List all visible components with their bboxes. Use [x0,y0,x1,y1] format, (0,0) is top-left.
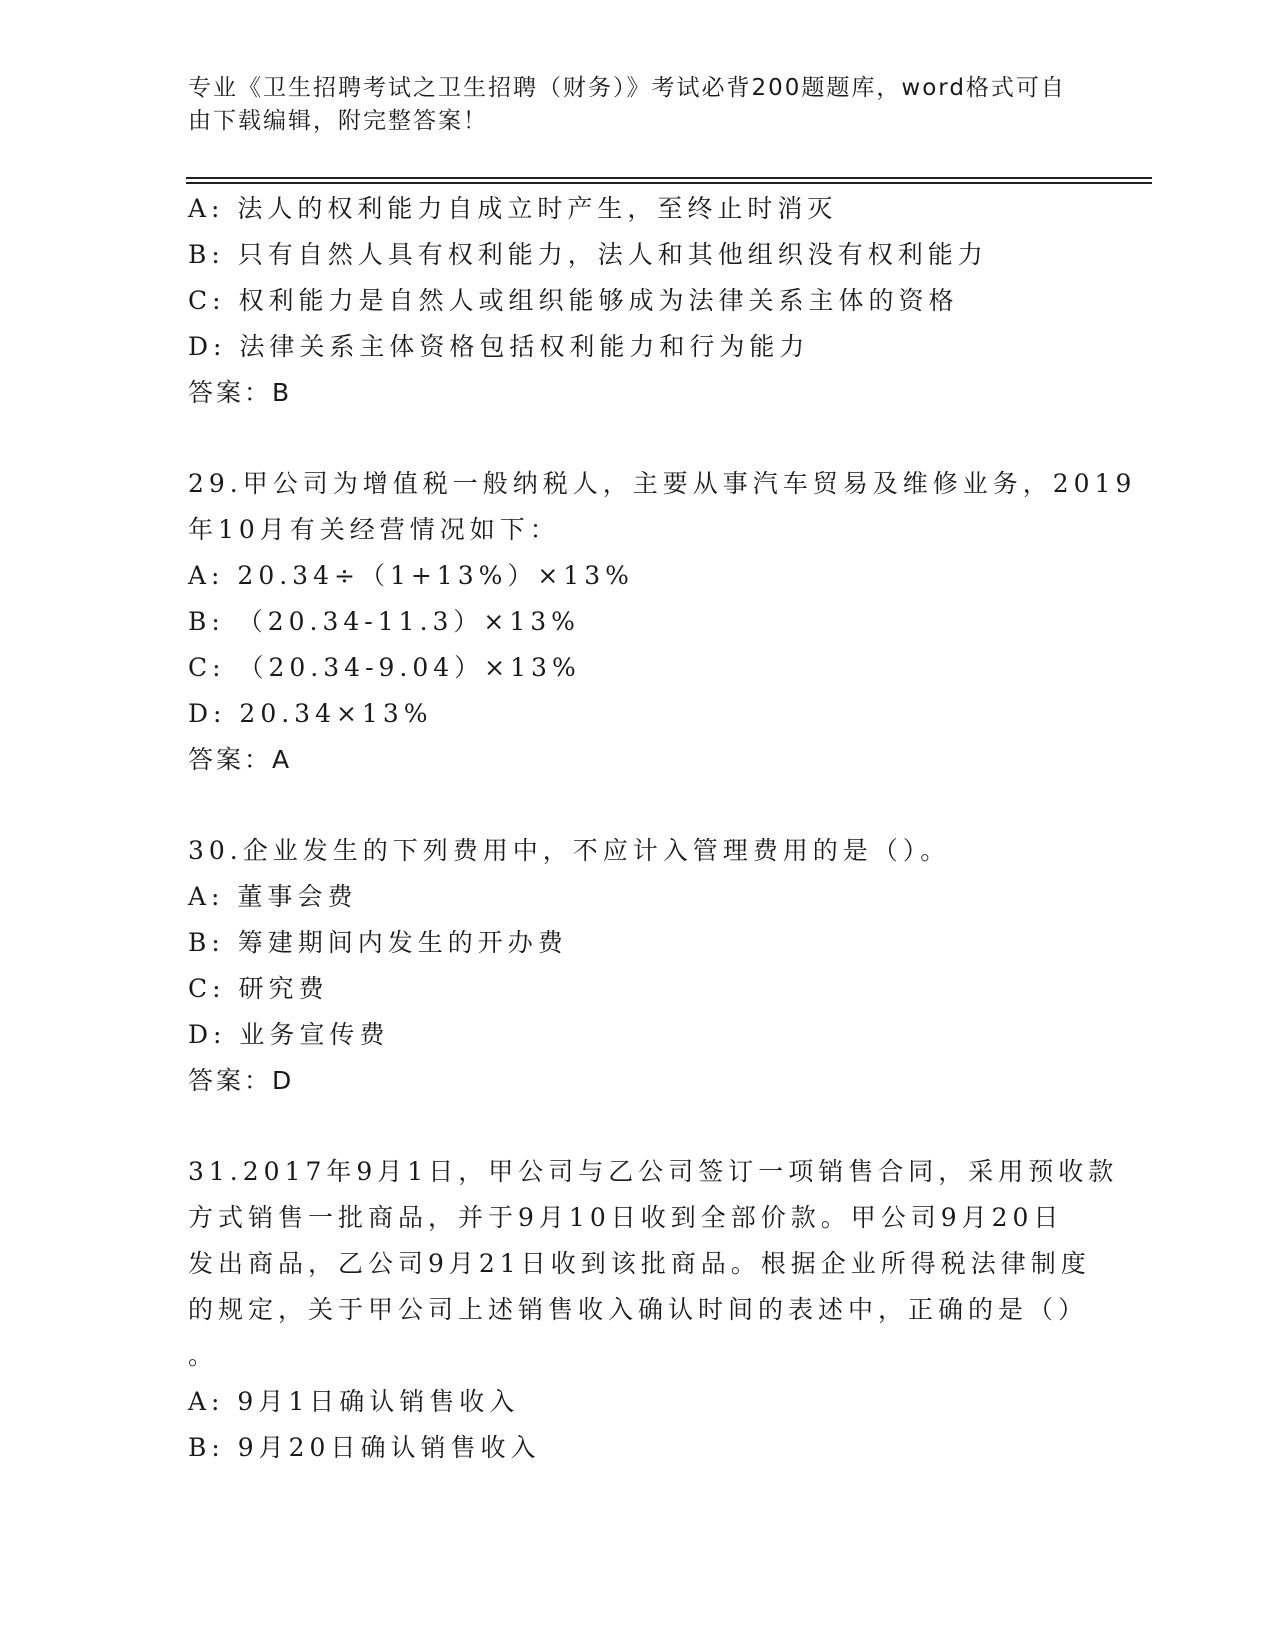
option-c: C: （20.34-9.04）×13% [188,653,581,682]
answer: 答案：A [188,745,293,774]
answer: 答案：B [188,378,293,407]
question-stem: 29.甲公司为增值税一般纳税人，主要从事汽车贸易及维修业务，2019 [188,469,1137,498]
option-d: D: 法律关系主体资格包括权利能力和行为能力 [188,332,810,361]
question-stem: 31.2017年9月1日，甲公司与乙公司签订一项销售合同，采用预收款 [188,1157,1119,1186]
header-divider [186,182,1152,184]
header-line: 由下载编辑，附完整答案！ [188,108,488,134]
option-c: C: 研究费 [188,974,329,1003]
option-a: A: 9月1日确认销售收入 [188,1387,520,1416]
option-b: B: 只有自然人具有权利能力，法人和其他组织没有权利能力 [188,240,988,269]
option-d: D: 20.34×13% [188,699,433,728]
question-29 [188,461,1137,783]
header-line: 专业《卫生招聘考试之卫生招聘（财务）》考试必背200题题库，word格式可自 [188,75,1066,101]
option-a: A: 董事会费 [188,882,358,911]
document-header [188,72,1088,138]
option-a: A: 20.34÷（1+13%）×13% [188,561,634,590]
question-31 [188,1149,1128,1471]
question-30 [188,828,1128,1104]
option-b: B: 9月20日确认销售收入 [188,1433,541,1462]
option-a: A: 法人的权利能力自成立时产生，至终止时消灭 [188,194,838,223]
question-stem: 发出商品，乙公司9月21日收到该批商品。根据企业所得税法律制度 [188,1249,1091,1278]
question-stem: 方式销售一批商品，并于9月10日收到全部价款。甲公司9月20日 [188,1203,1064,1232]
header-divider [186,177,1152,179]
option-d: D: 业务宣传费 [188,1020,390,1049]
question-body [188,186,1137,1471]
question-stem: 年10月有关经营情况如下： [188,515,560,544]
option-c: C: 权利能力是自然人或组织能够成为法律关系主体的资格 [188,286,959,315]
question-28 [188,186,1128,416]
option-b: B: 筹建期间内发生的开办费 [188,928,568,957]
question-stem: 30.企业发生的下列费用中，不应计入管理费用的是（）。 [188,836,951,865]
answer: 答案：D [188,1066,295,1095]
question-stem: 的规定，关于甲公司上述销售收入确认时间的表述中，正确的是（） [188,1295,1089,1324]
question-stem: 。 [188,1341,219,1370]
option-b: B: （20.34-11.3）×13% [188,607,580,636]
